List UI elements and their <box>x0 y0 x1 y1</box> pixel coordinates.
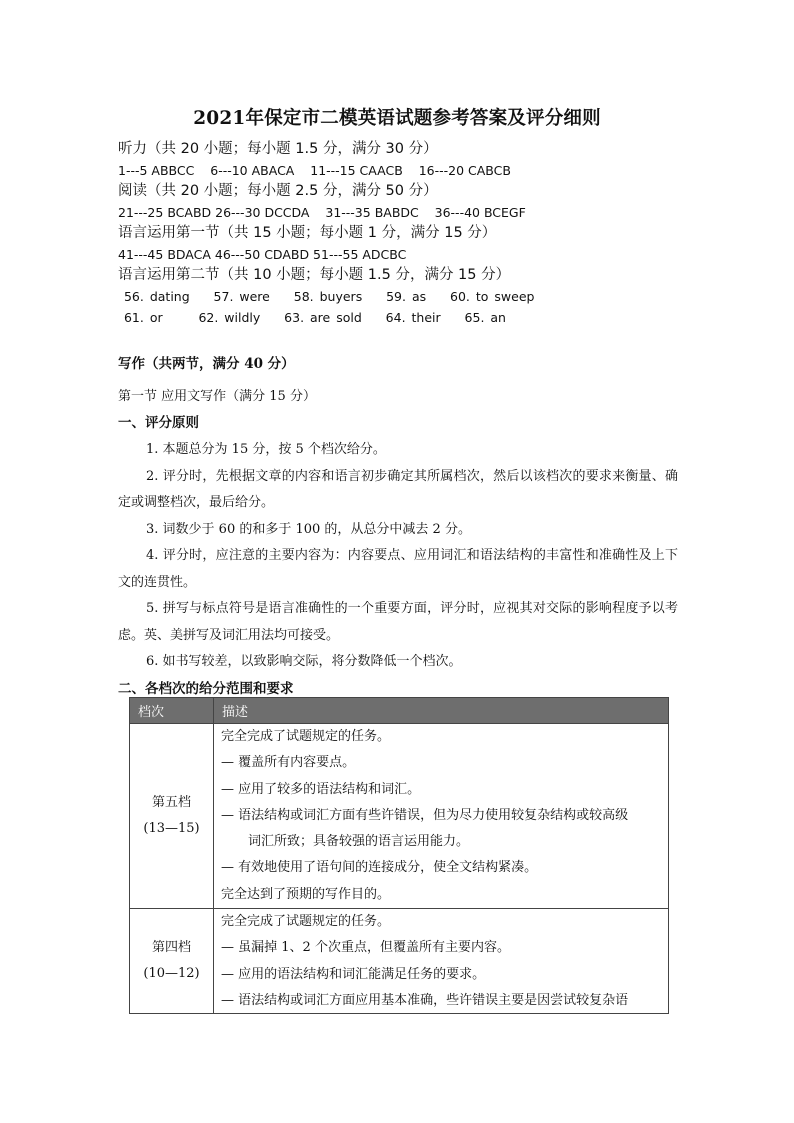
level-cell <box>130 909 214 1014</box>
level-range: (10—12) <box>143 966 200 982</box>
reading-header: 阅读（共 20 小题；每小题 2.5 分，满分 50 分） <box>118 183 438 199</box>
level-name: 第五档 <box>151 795 191 811</box>
principles-list <box>118 437 678 676</box>
level-name: 第四档 <box>151 940 191 956</box>
writing-title: 写作（共两节，满分 40 分） <box>118 356 295 372</box>
principles-heading: 一、评分原则 <box>118 415 199 431</box>
section1-title: 第一节 应用文写作（满分 15 分） <box>118 389 316 404</box>
principle-item: 2. 评分时，先根据文章的内容和语言初步确定其所属档次，然后以该档次的要求来衡量、确定或调整档次，最后给分。 <box>118 468 678 510</box>
description-line: 完全完成了试题规定的任务。 <box>221 729 391 744</box>
principle-item: 5. 拼写与标点符号是语言准确性的一个重要方面，评分时，应视其对交际的影响程度予以考虑。英、美拼写及词汇用法均可接受。 <box>118 601 678 643</box>
table-row <box>130 724 669 909</box>
description-line: — 虽漏掉 1、2 个次重点，但覆盖所有主要内容。 <box>221 940 510 956</box>
reading-keys: 21---25 BCABD 26---30 DCCDA 31---35 BABDC 36---40 BCEGF <box>118 205 526 220</box>
fill-answers-line-1: 56. dating 57. were 58. buyers 59. as 60. to sweep <box>118 289 535 304</box>
column-header-description: 描述 <box>214 698 669 724</box>
description-line: — 语法结构或词汇方面有些许错误，但为尽力使用较复杂结构或较高级 <box>221 807 629 823</box>
table-header-row <box>130 698 669 724</box>
listening-keys: 1---5 ABBCC 6---10 ABACA 11---15 CAACB 16---20 CABCB <box>118 163 511 178</box>
language1-header: 语言运用第一节（共 15 小题；每小题 1 分，满分 15 分） <box>118 225 497 241</box>
level-range: (13—15) <box>143 821 200 837</box>
levels-heading: 二、各档次的给分范围和要求 <box>118 681 294 697</box>
description-line: 完全达到了预期的写作目的。 <box>221 886 391 902</box>
description-line: 词汇所致；具备较强的语言运用能力。 <box>248 834 470 850</box>
description-line: 完全完成了试题规定的任务。 <box>221 914 391 930</box>
description-line: — 应用了较多的语法结构和词汇。 <box>221 781 421 797</box>
column-header-level: 档次 <box>130 698 214 724</box>
principle-item: 6. 如书写较差，以致影响交际，将分数降低一个档次。 <box>146 654 462 669</box>
language2-header: 语言运用第二节（共 10 小题；每小题 1.5 分，满分 15 分） <box>118 267 511 283</box>
description-line: — 有效地使用了语句间的连接成分，使全文结构紧凑。 <box>221 860 538 876</box>
description-line: — 覆盖所有内容要点。 <box>221 755 356 771</box>
description-line: — 语法结构或词汇方面应用基本准确，些许错误主要是因尝试较复杂语 <box>221 992 629 1008</box>
principle-item: 3. 词数少于 60 的和多于 100 的，从总分中减去 2 分。 <box>146 521 471 537</box>
fill-answers-line-2: 61. or 62. wildly 63. are sold 64. their 65. an <box>118 310 506 325</box>
grading-table <box>129 697 669 1014</box>
page-title: 2021年保定市二模英语试题参考答案及评分细则 <box>193 108 601 129</box>
description-line: — 应用的语法结构和词汇能满足任务的要求。 <box>221 966 486 982</box>
description-cell <box>214 724 669 909</box>
principle-item: 4. 评分时，应注意的主要内容为：内容要点、应用词汇和语法结构的丰富性和准确性及上下文的连贯性。 <box>118 548 678 590</box>
table-row <box>130 909 669 1014</box>
listening-header: 听力（共 20 小题；每小题 1.5 分，满分 30 分） <box>118 141 438 157</box>
principle-item: 1. 本题总分为 15 分，按 5 个档次给分。 <box>146 442 386 457</box>
answer-key <box>118 139 534 328</box>
level-cell <box>130 724 214 909</box>
language1-keys: 41---45 BDACA 46---50 CDABD 51---55 ADCBC <box>118 247 407 262</box>
description-cell <box>214 909 669 1014</box>
